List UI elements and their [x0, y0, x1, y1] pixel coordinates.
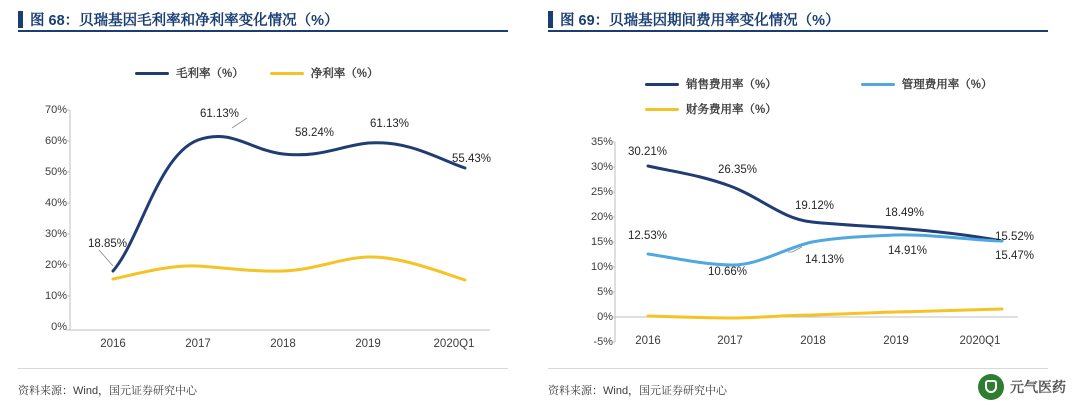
- left-source-note: 资料来源：Wind，国元证券研究中心: [18, 385, 198, 397]
- wechat-official-account-icon: [978, 374, 1004, 400]
- left-figure-panel: [0, 0, 528, 408]
- right-xtick-2019: 2019: [883, 335, 909, 347]
- right-chart-svg: [540, 0, 1080, 360]
- left-figure-number: 图 68：: [30, 12, 80, 29]
- left-datalabel-2017-gross: 61.13%: [200, 108, 240, 120]
- left-datalabel-2020Q1-gross: 55.43%: [452, 153, 492, 165]
- left-xtick-2018: 2018: [270, 338, 296, 350]
- legend-label-admin-expense: 管理费用率（%）: [901, 79, 993, 91]
- legend-label-financial-expense: 财务费用率（%）: [686, 104, 777, 116]
- right-ytick-15: 15%: [590, 236, 613, 248]
- right-ytick-0: 0%: [597, 311, 613, 323]
- legend-label-net-margin: 净利率（%）: [310, 68, 379, 80]
- legend-label-selling-expense: 销售费用率（%）: [686, 79, 777, 91]
- right-ytick-25: 25%: [590, 186, 613, 198]
- right-footer-rule: [548, 368, 1048, 369]
- right-ytick-20: 20%: [590, 211, 613, 223]
- right-xtick-2017: 2017: [717, 335, 743, 347]
- right-datalabel-2017-selling: 26.35%: [718, 164, 758, 176]
- right-datalabel-2018-admin: 14.13%: [805, 254, 845, 266]
- left-ytick-70: 70%: [44, 104, 67, 116]
- right-xtick-2016: 2016: [635, 335, 661, 347]
- left-ytick-10: 10%: [44, 290, 67, 302]
- right-datalabel-2020Q1-admin: 15.47%: [995, 250, 1035, 262]
- left-chart-plot: [0, 0, 528, 360]
- left-datalabel-2019-gross: 61.13%: [370, 118, 410, 130]
- right-ytick-35: 35%: [590, 136, 613, 148]
- left-ytick-0: 0%: [51, 321, 67, 333]
- right-datalabel-2018-selling: 19.12%: [795, 200, 835, 212]
- left-xtick-2017: 2017: [185, 338, 211, 350]
- left-datalabel-2016-gross: 18.85%: [88, 238, 128, 250]
- left-ytick-60: 60%: [44, 135, 67, 147]
- legend-label-gross-margin: 毛利率（%）: [176, 68, 244, 80]
- right-chart-plot: [540, 0, 1080, 360]
- left-figure-title-text: 贝瑞基因毛利率和净利率变化情况（%）: [79, 12, 339, 29]
- right-ytick-10: 10%: [590, 261, 613, 273]
- right-ytick-5: 5%: [597, 286, 613, 298]
- left-ytick-50: 50%: [44, 166, 67, 178]
- left-ytick-20: 20%: [44, 259, 67, 271]
- right-ytick-neg5: -5%: [593, 336, 613, 348]
- left-footer-rule: [18, 368, 508, 369]
- right-xtick-2020Q1: 2020Q1: [959, 335, 1001, 347]
- right-xtick-2018: 2018: [800, 335, 826, 347]
- right-datalabel-2016-admin: 12.53%: [628, 230, 668, 242]
- right-datalabel-2019-admin: 14.91%: [888, 245, 928, 257]
- right-datalabel-2016-selling: 30.21%: [628, 146, 668, 158]
- right-figure-number: 图 69：: [560, 12, 610, 29]
- panel-divider: [529, 0, 530, 408]
- right-datalabel-2020Q1-selling: 15.52%: [995, 231, 1035, 243]
- left-xtick-2020Q1: 2020Q1: [433, 338, 475, 350]
- right-ytick-30: 30%: [590, 161, 613, 173]
- right-source-note: 资料来源：Wind，国元证券研究中心: [548, 385, 728, 397]
- left-xtick-2016: 2016: [100, 338, 126, 350]
- right-datalabel-2017-admin: 10.66%: [708, 266, 748, 278]
- left-datalabel-2018-gross: 58.24%: [295, 127, 335, 139]
- right-datalabel-2019-selling: 18.49%: [885, 207, 925, 219]
- watermark-label: 元气医药: [1010, 379, 1066, 395]
- right-figure-panel: [540, 0, 1080, 408]
- left-xtick-2019: 2019: [355, 338, 381, 350]
- right-figure-title-text: 贝瑞基因期间费用率变化情况（%）: [609, 12, 840, 29]
- left-chart-svg: [0, 0, 528, 360]
- watermark: [978, 374, 1066, 400]
- left-ytick-40: 40%: [44, 197, 67, 209]
- left-ytick-30: 30%: [44, 228, 67, 240]
